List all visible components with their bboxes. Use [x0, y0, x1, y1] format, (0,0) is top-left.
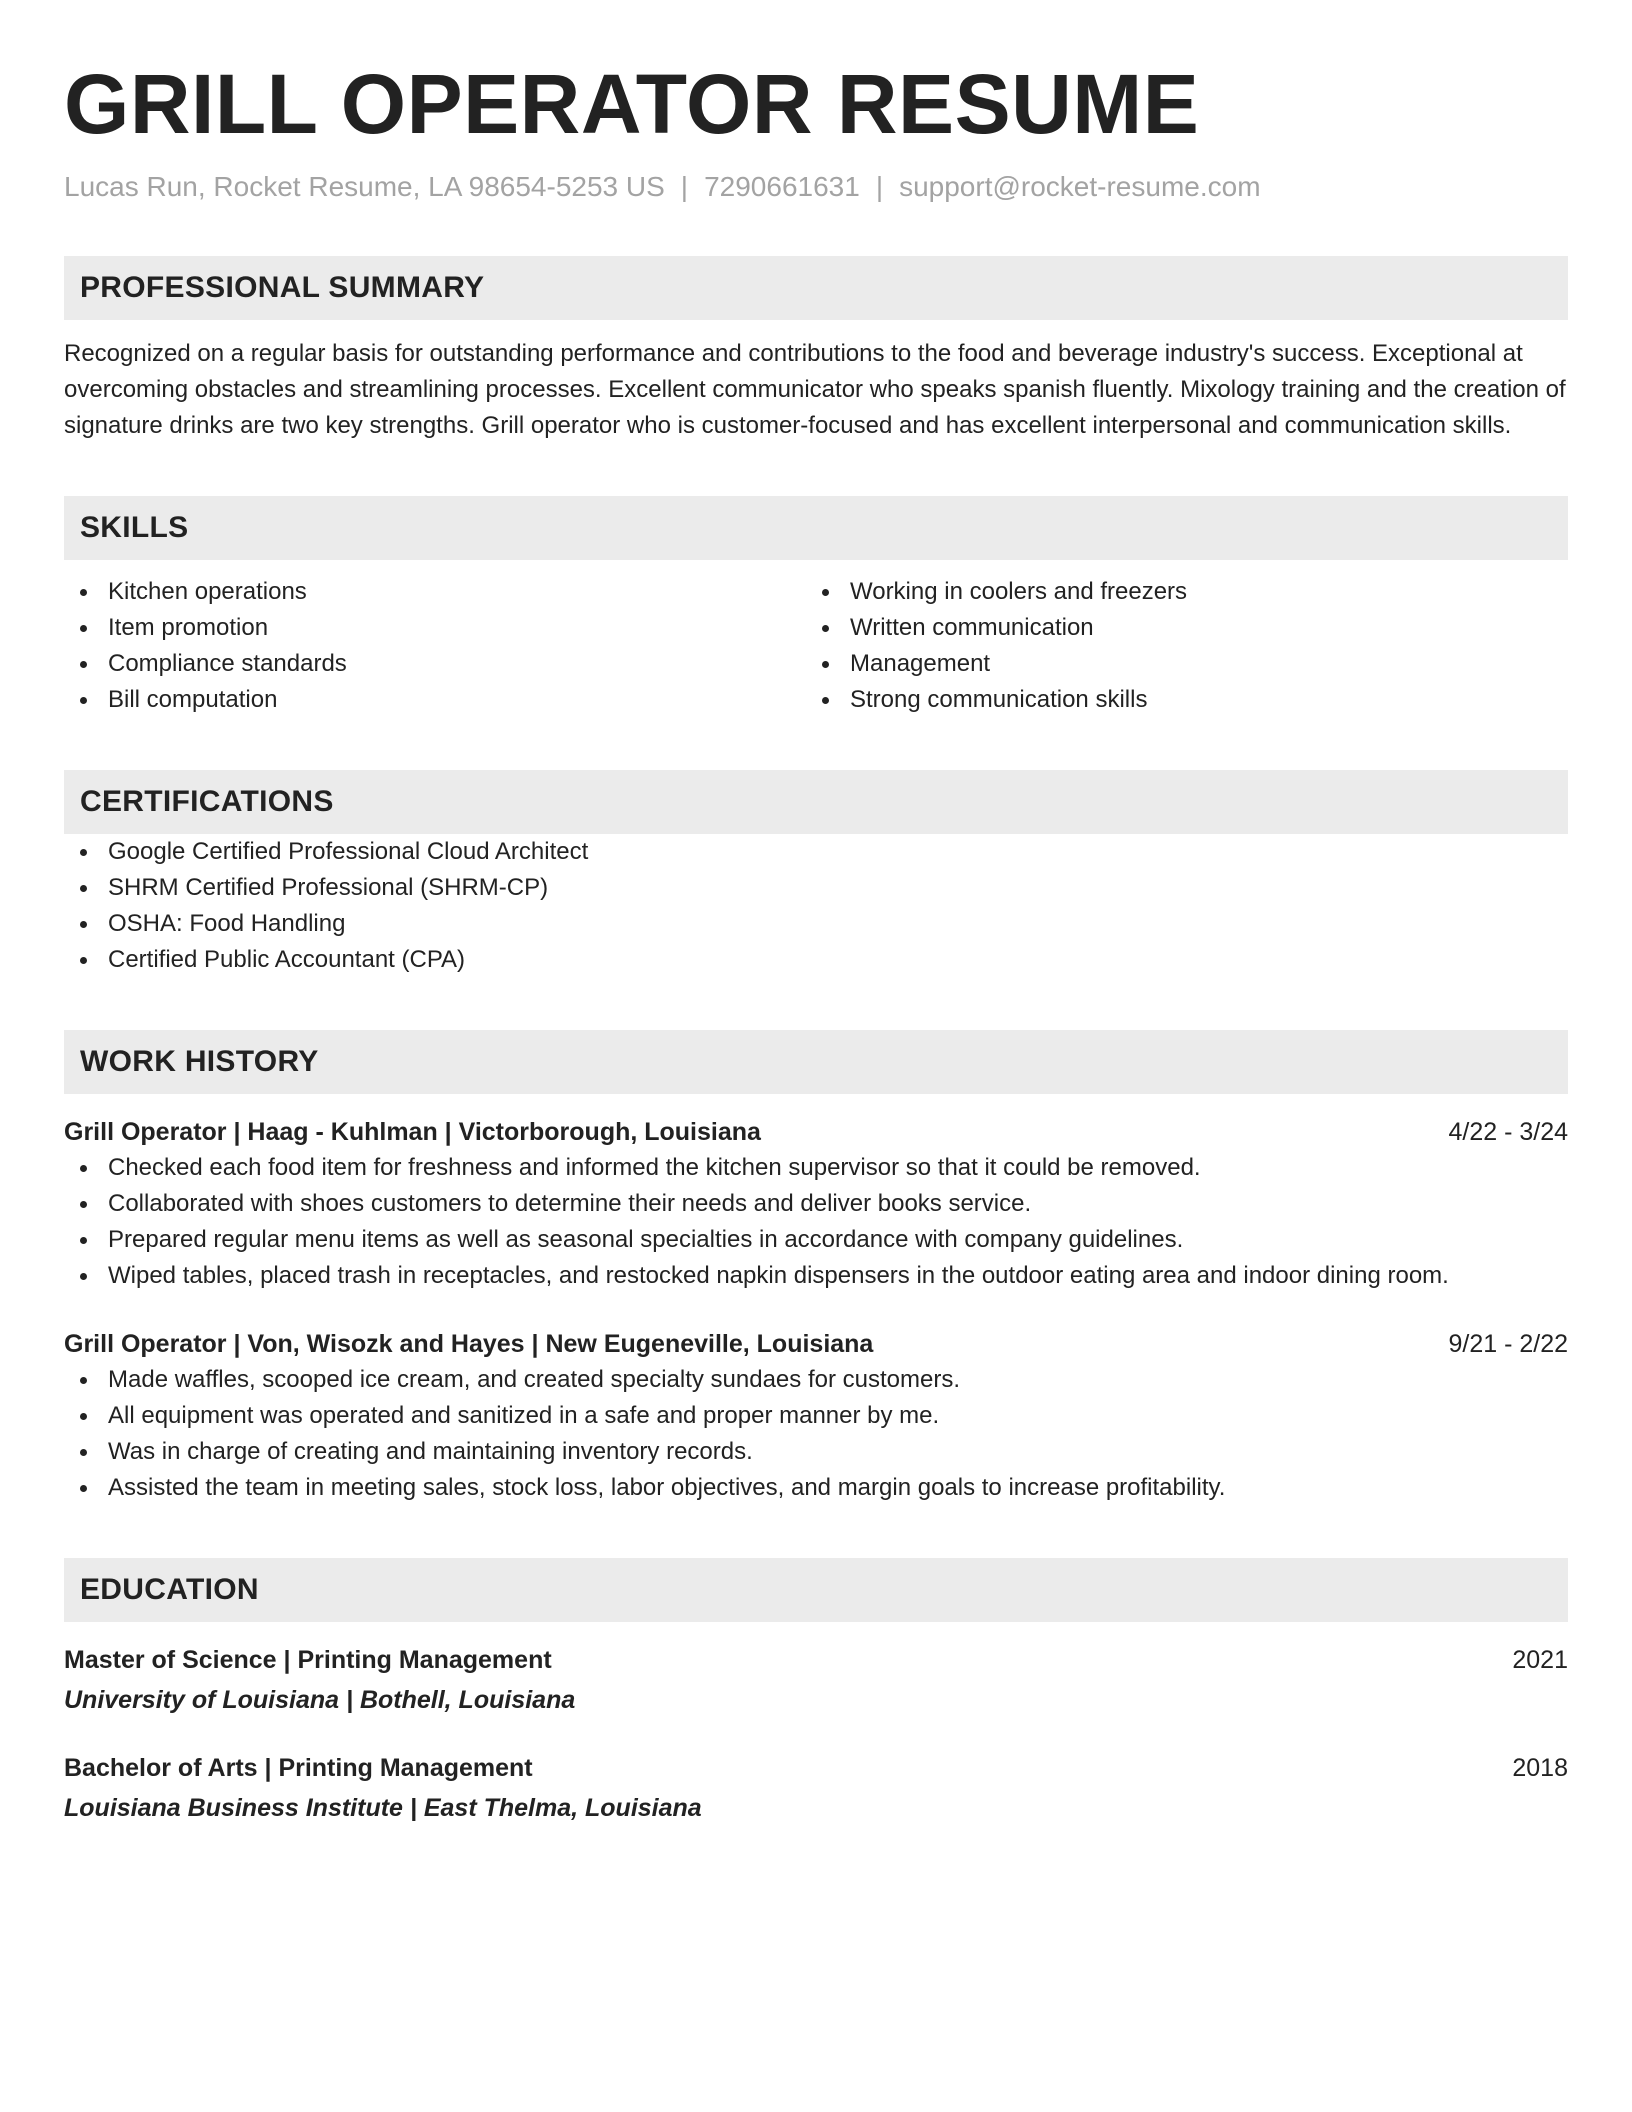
skills-column-left [64, 574, 806, 718]
job-header [64, 1326, 1568, 1362]
job-duty-item: Prepared regular menu items as well as seasonal specialties in accordance with company guidelines. [64, 1222, 1568, 1258]
education-entry [64, 1642, 1568, 1718]
job-duty-item: Made waffles, scooped ice cream, and created specialty sundaes for customers. [64, 1362, 1568, 1398]
education-degree: Bachelor of Arts | Printing Management [64, 1754, 533, 1782]
job-duty-item: Assisted the team in meeting sales, stock loss, labor objectives, and margin goals to increase profitability. [64, 1470, 1568, 1506]
job-entry [64, 1326, 1568, 1506]
education-year: 2021 [1512, 1646, 1568, 1674]
education-year: 2018 [1512, 1754, 1568, 1782]
skill-item: Strong communication skills [806, 682, 1548, 718]
job-duty-item: Was in charge of creating and maintaining inventory records. [64, 1434, 1568, 1470]
summary-text: Recognized on a regular basis for outstanding performance and contributions to the food and beverage industry's success. Exceptional at overcoming obstacles and streamlining processes. Excellent communicator who speaks spanish fluently. Mixology training and the creation of signature drinks are two key strengths. Grill operator who is customer-focused and has excellent interpersonal and communication skills. [64, 340, 1566, 439]
resume-title: GRILL OPERATOR RESUME [64, 57, 1200, 151]
summary-heading: PROFESSIONAL SUMMARY [64, 256, 1568, 320]
skills-grid [64, 574, 1568, 718]
job-duty-item: Wiped tables, placed trash in receptacles, and restocked napkin dispensers in the outdoor eating area and indoor dining room. [64, 1258, 1568, 1294]
skills-column-right [806, 574, 1548, 718]
job-dates: 9/21 - 2/22 [1448, 1330, 1568, 1358]
certifications-list [64, 834, 1568, 978]
certifications-heading: CERTIFICATIONS [64, 770, 1568, 834]
education-school: University of Louisiana | Bothell, Louisiana [64, 1686, 576, 1714]
skill-item: Management [806, 646, 1548, 682]
contact-phone: 7290661631 [704, 171, 860, 202]
certification-item: Google Certified Professional Cloud Architect [64, 834, 1568, 870]
skill-item: Working in coolers and freezers [806, 574, 1548, 610]
job-dates: 4/22 - 3/24 [1448, 1118, 1568, 1146]
education-school: Louisiana Business Institute | East Thelma, Louisiana [64, 1794, 702, 1822]
skill-item: Bill computation [64, 682, 806, 718]
contact-separator: | [875, 171, 884, 202]
contact-line [64, 170, 1568, 204]
job-duty-item: All equipment was operated and sanitized in a safe and proper manner by me. [64, 1398, 1568, 1434]
certification-item: SHRM Certified Professional (SHRM-CP) [64, 870, 1568, 906]
contact-separator: | [680, 171, 689, 202]
job-title: Grill Operator | Von, Wisozk and Hayes | New Eugeneville, Louisiana [64, 1330, 874, 1358]
contact-address: Lucas Run, Rocket Resume, LA 98654-5253 US [64, 171, 665, 202]
job-duties-list [64, 1362, 1568, 1506]
job-duty-item: Checked each food item for freshness and informed the kitchen supervisor so that it could be removed. [64, 1150, 1568, 1186]
education-entry [64, 1750, 1568, 1826]
certification-item: OSHA: Food Handling [64, 906, 1568, 942]
skills-heading: SKILLS [64, 496, 1568, 560]
job-title: Grill Operator | Haag - Kuhlman | Victorborough, Louisiana [64, 1118, 761, 1146]
skill-item: Compliance standards [64, 646, 806, 682]
certification-item: Certified Public Accountant (CPA) [64, 942, 1568, 978]
education-header [64, 1750, 1568, 1786]
education-degree: Master of Science | Printing Management [64, 1646, 552, 1674]
skill-item: Written communication [806, 610, 1548, 646]
education-heading: EDUCATION [64, 1558, 1568, 1622]
job-header [64, 1114, 1568, 1150]
education-header [64, 1642, 1568, 1678]
skill-item: Kitchen operations [64, 574, 806, 610]
job-entry [64, 1114, 1568, 1294]
contact-email: support@rocket-resume.com [899, 171, 1261, 202]
skill-item: Item promotion [64, 610, 806, 646]
job-duty-item: Collaborated with shoes customers to determine their needs and deliver books service. [64, 1186, 1568, 1222]
job-duties-list [64, 1150, 1568, 1294]
work-history-heading: WORK HISTORY [64, 1030, 1568, 1094]
